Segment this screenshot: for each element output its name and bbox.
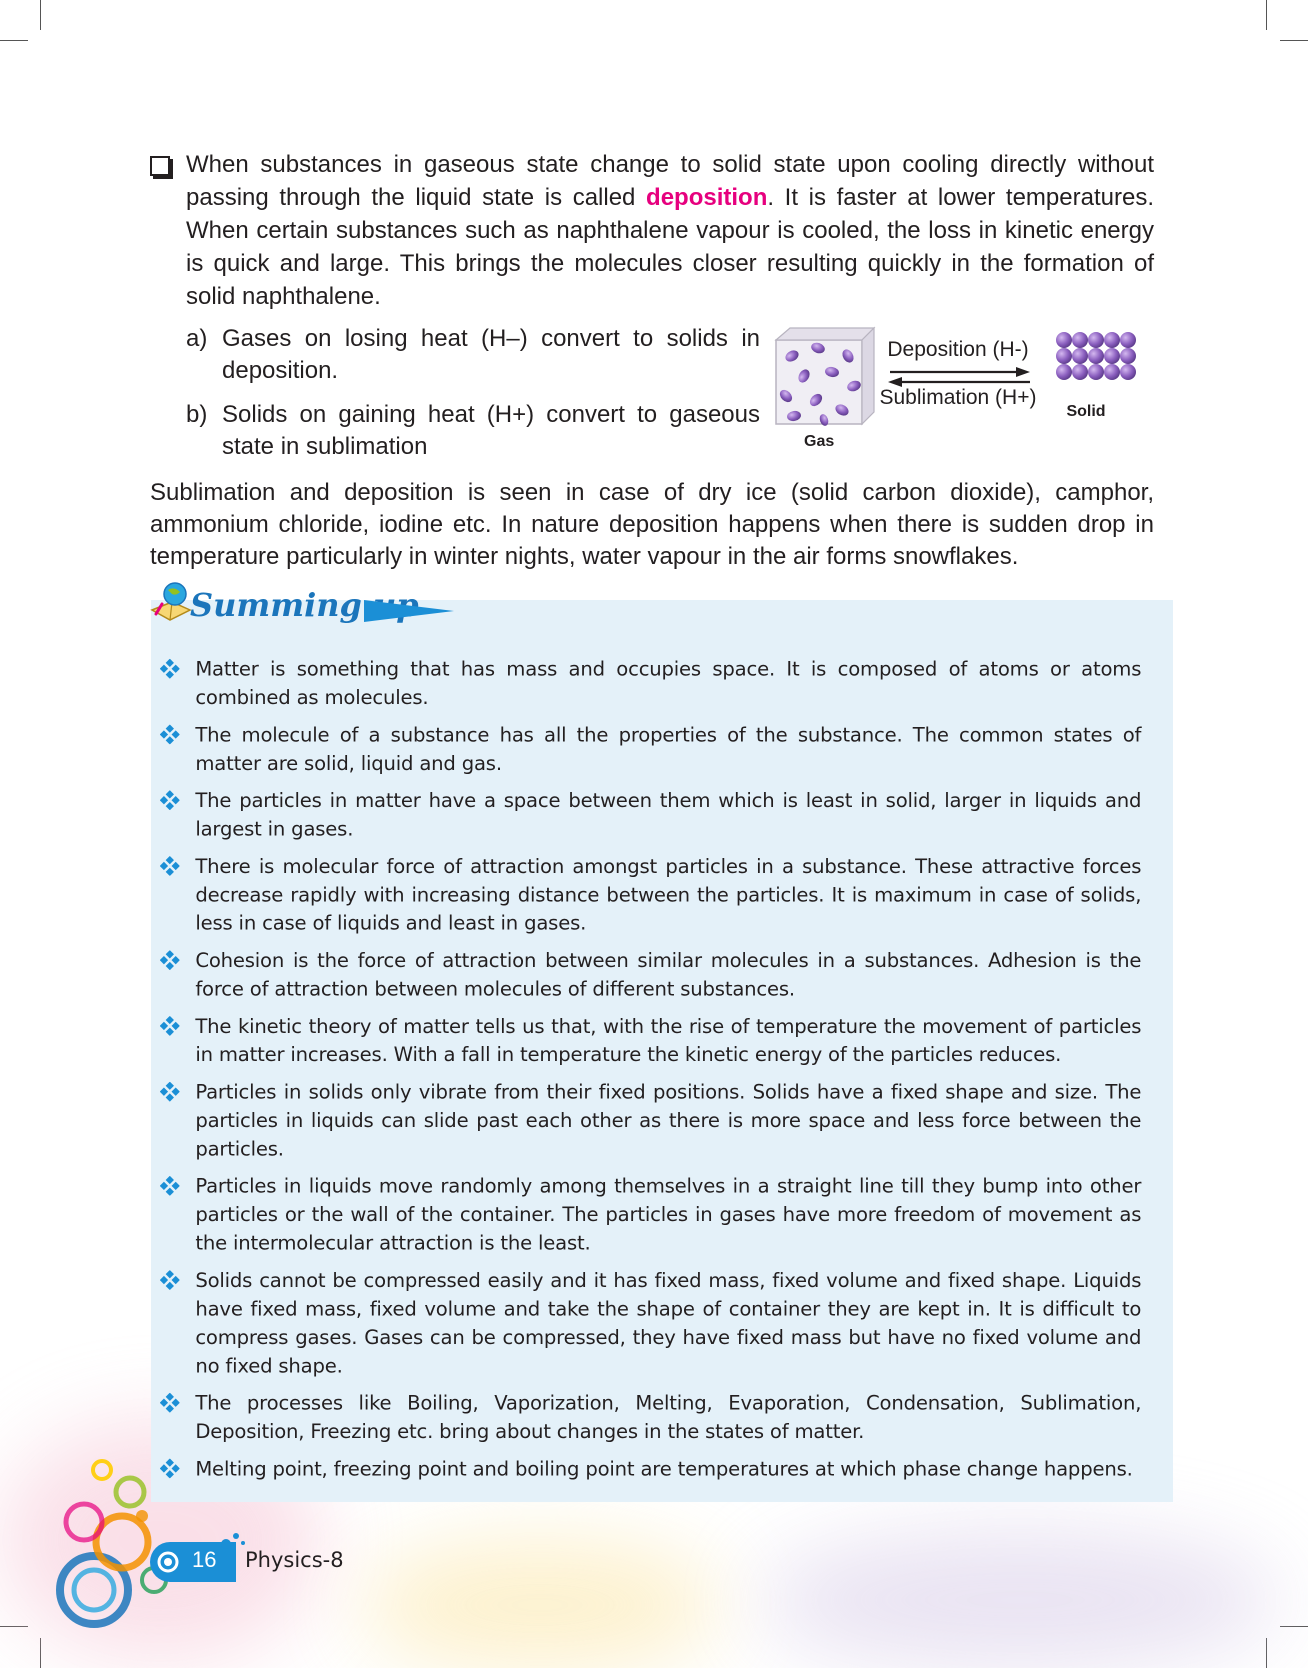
summary-item-text: The molecule of a substance has all the properties of the substance. The common states of matter are solid, liquid and gas. [195, 722, 1142, 775]
point-item [186, 323, 760, 387]
intro-text [186, 148, 1154, 313]
summary-item-text: Solids cannot be compressed easily and it has fixed mass, fixed volume and fixed shape. Liquids have fixed mass, fixed volume and take the shape of container they are kept in. It is difficult to compress gases. Gases can be compressed, they have fixed mass but have no fixed volume and no fixed shape. [195, 1268, 1142, 1378]
diamond-bullet-icon [160, 950, 180, 970]
intro-text-end: . It is faster at lower temperatures. When certain substances such as naphthalene vapour is cooled, the loss in kinetic energy is quick and large. This brings the molecules closer resulting quickly in the formation of solid naphthalene. [186, 184, 1154, 310]
solid-lattice [1056, 332, 1136, 380]
summary-item [160, 946, 1141, 1003]
summary-item [160, 1389, 1141, 1446]
summary-item [160, 1455, 1141, 1483]
summary-item [160, 1266, 1141, 1380]
diamond-bullet-icon [160, 856, 180, 876]
points-list [186, 323, 760, 475]
deposition-sublimation-diagram [772, 326, 1152, 456]
summary-title: Summing up [190, 586, 419, 624]
summary-item [160, 1172, 1141, 1257]
diamond-bullet-icon [160, 659, 180, 679]
point-text: Solids on gaining heat (H+) convert to gaseous state in sublimation [222, 401, 760, 460]
summary-item-text: The processes like Boiling, Vaporization, Melting, Evaporation, Condensation, Sublimation, Deposition, Freezing etc. bring about changes in the states of matter. [195, 1390, 1142, 1443]
intro-paragraph [150, 148, 1154, 313]
diamond-bullet-icon [160, 1393, 180, 1413]
diamond-bullet-icon [160, 1082, 180, 1102]
summary-item-text: Cohesion is the force of attraction between similar molecules in a substances. Adhesion is the force of attraction between molecules of different substances. [195, 948, 1142, 1001]
page-number: 16 [192, 1547, 217, 1572]
page-footer [150, 1540, 390, 1586]
summary-item-text: The particles in matter have a space between them which is least in solid, larger in liquids and largest in gases. [195, 788, 1142, 841]
summary-item-text: The kinetic theory of matter tells us that, with the rise of temperature the movement of particles in matter increases. With a fall in temperature the kinetic energy of the particles reduces. [195, 1014, 1142, 1067]
diamond-bullet-icon [160, 1016, 180, 1036]
sublimation-label: Sublimation (H+) [879, 386, 1037, 409]
intro-text-start: When substances in gaseous state change to solid state upon cooling directly without passing through the liquid state is called [186, 151, 1154, 211]
summary-item-text: Melting point, freezing point and boiling point are temperatures at which phase change happens. [195, 1456, 1133, 1481]
summary-item-text: Particles in solids only vibrate from their fixed positions. Solids have a fixed shape and size. The particles in liquids can slide past each other as there is more space and less force between the particles. [195, 1079, 1142, 1161]
summary-item-text: There is molecular force of attraction amongst particles in a substance. These attractive forces decrease rapidly with increasing distance between the particles. It is maximum in case of solids, less in case of liquids and least in gases. [195, 854, 1142, 935]
point-text: Gases on losing heat (H–) convert to solids in deposition. [222, 325, 760, 384]
book-title: Physics-8 [245, 1548, 344, 1572]
summary-item [160, 786, 1141, 843]
sublimation-paragraph: Sublimation and deposition is seen in case of dry ice (solid carbon dioxide), camphor, ammonium chloride, iodine etc. In nature deposition happens when there is sudden drop in temperature particularly in winter nights, water vapour in the air forms snowflakes. [150, 479, 1154, 570]
diamond-bullet-icon [160, 1270, 180, 1290]
summary-header [150, 580, 419, 630]
point-label: b) [186, 401, 208, 428]
deposition-label: Deposition (H-) [887, 338, 1029, 361]
summary-item [160, 721, 1141, 778]
diamond-bullet-icon [160, 1459, 180, 1479]
diamond-bullet-icon [160, 790, 180, 810]
highlight-term: deposition [646, 184, 768, 211]
swirl-icon [156, 1550, 180, 1574]
solid-label: Solid [1066, 403, 1106, 420]
summary-item-text: Matter is something that has mass and occupies space. It is composed of atoms or atoms combined as molecules. [195, 656, 1142, 709]
point-label: a) [186, 325, 208, 352]
summary-item [160, 1012, 1141, 1069]
gas-container [776, 328, 874, 427]
summary-flag-icon [364, 600, 454, 622]
bubbles-icon [218, 1528, 248, 1552]
summary-item [160, 1078, 1141, 1163]
gas-label: Gas [804, 433, 835, 450]
summary-item-text: Particles in liquids move randomly among themselves in a straight line till they bump into other particles or the wall of the container. The particles in gases have more freedom of movement as the intermolecular attraction is the least. [195, 1174, 1142, 1255]
diamond-bullet-icon [160, 1176, 180, 1196]
summary-item [160, 852, 1141, 937]
summary-list [160, 655, 1141, 1492]
diamond-bullet-icon [160, 725, 180, 745]
globe-book-icon [150, 580, 194, 624]
checkbox-bullet-icon [150, 156, 170, 176]
arrow-head-icon [1016, 367, 1030, 377]
point-item [186, 399, 760, 463]
summary-item [160, 655, 1141, 712]
